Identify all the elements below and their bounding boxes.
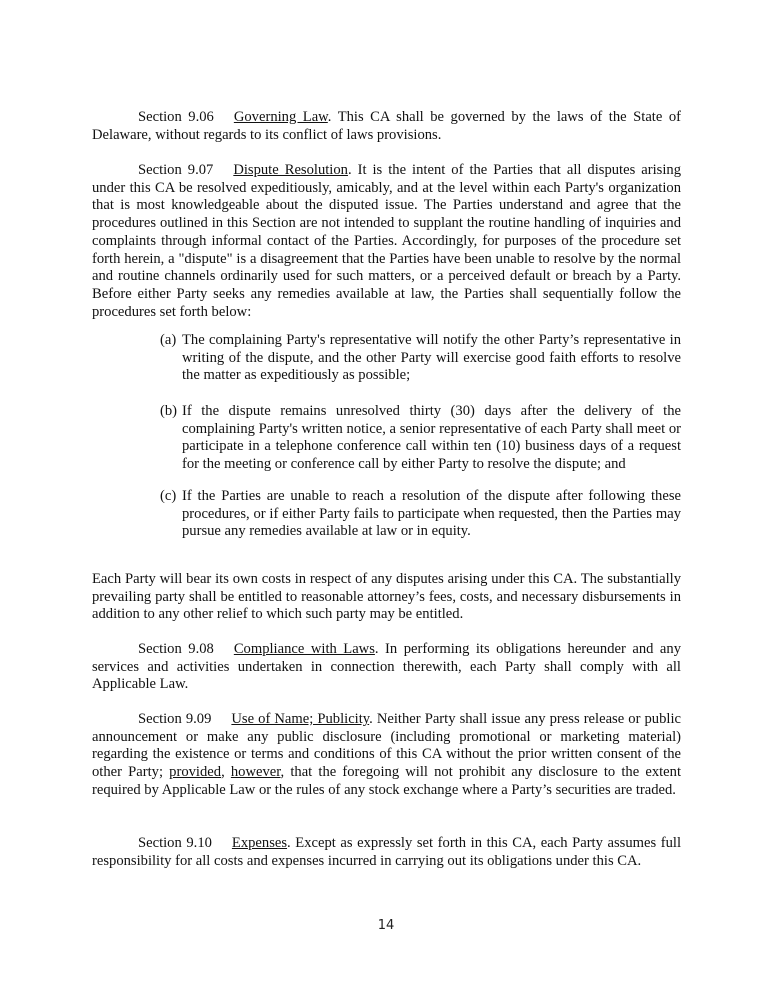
dispute-procedure-list-c — [160, 488, 681, 541]
section-body: . It is the intent of the Parties that all disputes arising under this CA be resolved expeditiously, amicably, and at the level within each Party's organization that is most knowledgeable about the disputed issue. The Parties understand and agree that the procedures outlined in this Section are not intended to supplant the routine handling of inquiries and complaints through informal contact of the Parties. Accordingly, for purposes of the procedure set forth herein, a "dispute" is a disagreement that the Parties have been unable to resolve by the normal and routine channels ordinarily used for such matters, or a perceived default or breach by a Party. Before either Party seeks any remedies available at law, the Parties shall sequentially follow the procedures set forth below: — [92, 162, 681, 320]
provided-term: provided — [169, 764, 222, 781]
section-title: Use of Name; Publicity — [231, 711, 370, 727]
list-item-text: If the Parties are unable to reach a resolution of the dispute after following these procedures, or if either Party fails to participate when requested, then the Parties may pursue any remedies available at law or in equity. — [182, 488, 681, 540]
section-title: Governing Law — [233, 109, 328, 125]
list-item-label: (b) — [160, 403, 178, 419]
section-9-06 — [92, 109, 681, 144]
section-body: . This CA shall be governed by the laws of the State of Delaware, without regards to its conflict of laws provisions. — [92, 109, 682, 143]
costs-text: Each Party will bear its own costs in respect of any disputes arising under this CA. The substantially prevailing party shall be entitled to reasonable attorney’s fees, costs, and necessary disbursements in addition to any other relief to which such party may be entitled. — [92, 571, 681, 623]
comma: , — [221, 764, 231, 781]
list-item-c — [160, 488, 681, 541]
list-item-a — [160, 332, 681, 385]
section-number: Section 9.06 — [138, 109, 214, 125]
section-9-07 — [92, 162, 681, 321]
section-body-cont: , that the foregoing will not prohibit any disclosure to the extent required by Applicable Law or the rules of any stock exchange where a Party’s securities are traded. — [92, 764, 682, 798]
section-title: Expenses — [231, 835, 288, 851]
section-body: . Except as expressly set forth in this CA, each Party assumes full responsibility for all costs and expenses incurred in carrying out its obligations under this CA. — [92, 835, 681, 869]
however-term: however — [230, 764, 281, 781]
list-item-label: (a) — [160, 332, 177, 348]
list-item-text: If the dispute remains unresolved thirty (30) days after the delivery of the complaining Party's written notice, a senior representative of each Party shall meet or participate in a telephone conference call within ten (10) business days of a request for the meeting or conference call by either Party to resolve the dispute; and — [182, 403, 681, 473]
section-body: . In performing its obligations hereunder and any services and activities undertaken in connection therewith, each Party shall comply with all Applicable Law. — [92, 641, 682, 693]
list-item-text: The complaining Party's representative will notify the other Party’s representative in writing of the dispute, and the other Party will exercise good faith efforts to resolve the matter as expeditiously as possible; — [182, 332, 681, 384]
section-number: Section 9.10 — [138, 835, 212, 851]
section-title: Compliance with Laws — [233, 641, 375, 657]
section-number: Section 9.08 — [138, 641, 214, 657]
section-number: Section 9.09 — [138, 711, 212, 727]
section-9-08 — [92, 641, 681, 694]
page-number: 14 — [377, 918, 395, 933]
dispute-procedure-list-b — [160, 403, 681, 474]
section-body: . Neither Party shall issue any press release or public announcement or make any public disclosure (including promotional or marketing material) regarding the existence or terms and conditions of this CA without the prior written consent of the other Party; — [92, 711, 681, 781]
list-item-label: (c) — [160, 488, 177, 504]
section-number: Section 9.07 — [138, 162, 214, 178]
section-9-10 — [92, 835, 681, 870]
section-9-09 — [92, 711, 681, 800]
section-title: Dispute Resolution — [233, 162, 348, 178]
costs-paragraph — [92, 571, 681, 624]
dispute-procedure-list — [160, 332, 681, 385]
list-item-b — [160, 403, 681, 474]
